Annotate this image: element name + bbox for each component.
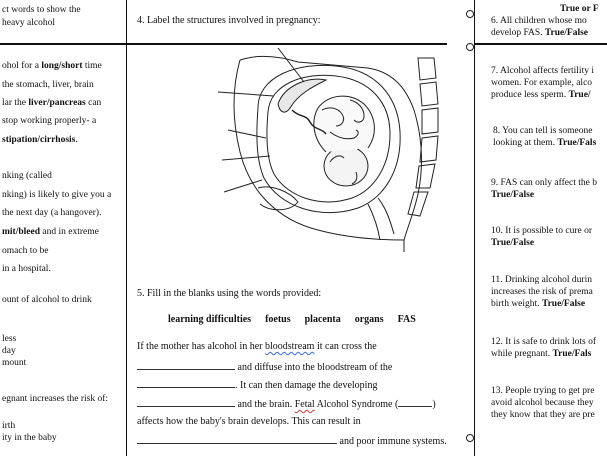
- left-p3-line-1: ount of alcohol to drink: [2, 295, 92, 305]
- left-p1-line-5: stipation/cirrhosis.: [2, 135, 78, 145]
- q9-line-2: True/False: [491, 190, 535, 200]
- left-p2-line-2: nking) is likely to give you a: [2, 190, 112, 200]
- blank-3[interactable]: [137, 397, 235, 407]
- q8-line-2: looking at them. True/Fals: [493, 138, 597, 148]
- word-foetus: foetus: [265, 314, 291, 325]
- word-fas: FAS: [397, 314, 416, 325]
- top-rule-left: [0, 43, 126, 45]
- true-false-header: True or F: [560, 4, 599, 14]
- left-p1-line-2: the stomach, liver, brain: [2, 80, 94, 90]
- left-p5-line-1: egnant increases the risk of:: [2, 394, 109, 404]
- left-p4-line-3: mount: [2, 358, 27, 368]
- q10-line-2: True/False: [491, 238, 535, 248]
- para-line-6: and poor immune systems.: [137, 434, 447, 448]
- q8-line-1: 8. You can tell is someone: [493, 126, 593, 136]
- left-p2-line-1: nking (called: [2, 171, 52, 181]
- right-divider: [474, 0, 475, 456]
- left-top-line-2: heavy alcohol: [2, 18, 56, 28]
- q12-line-1: 12. It is safe to drink lots of: [491, 337, 597, 347]
- blank-2[interactable]: [137, 378, 235, 388]
- q7-line-3: produce less sperm. True/: [491, 90, 591, 100]
- binder-ring-top: [466, 10, 474, 18]
- word-bank: [168, 314, 430, 326]
- q13-line-3: they know that they are pre: [491, 410, 595, 420]
- binder-ring-mid: [466, 43, 474, 51]
- q12-line-2: while pregnant. True/Fals: [491, 349, 592, 359]
- left-p2-line-5: omach to be: [2, 246, 49, 256]
- q13-line-2: avoid alcohol because they: [491, 398, 594, 408]
- left-p6-line-2: ity in the baby: [2, 433, 57, 443]
- para-line-5: affects how the baby's brain develops. This can result in: [137, 416, 361, 427]
- question-4-heading: 4. Label the structures involved in pregnancy:: [137, 15, 321, 26]
- top-rule-right: [474, 43, 607, 45]
- left-p6-line-1: irth: [2, 421, 16, 431]
- q6-line-1: 6. All children whose mo: [491, 16, 587, 26]
- left-p1-line-1: ohol for a long/short time: [2, 61, 102, 71]
- pregnancy-diagram: [218, 48, 450, 254]
- question-5-heading: 5. Fill in the blanks using the words provided:: [137, 288, 322, 299]
- left-p2-line-4: mit/bleed and in extreme: [2, 227, 99, 237]
- q6-line-2: develop FAS. True/False: [491, 28, 589, 38]
- left-p2-line-3: the next day (a hangover).: [2, 208, 102, 218]
- q11-line-2: increases the risk of prema: [491, 287, 593, 297]
- blank-5[interactable]: [137, 434, 337, 444]
- q7-line-1: 7. Alcohol affects fertility i: [491, 66, 594, 76]
- left-top-line-1: ct words to show the: [2, 5, 81, 15]
- word-learning-difficulties: learning difficulties: [168, 314, 252, 325]
- q13-line-1: 13. People trying to get pre: [491, 386, 595, 396]
- left-p4-line-1: less: [2, 334, 17, 344]
- para-line-2: and diffuse into the bloodstream of the: [137, 360, 392, 374]
- q11-line-3: birth weight. True/False: [491, 299, 586, 309]
- binder-ring-bottom: [466, 434, 474, 442]
- word-organs: organs: [354, 314, 384, 325]
- para-line-1: If the mother has alcohol in her bloodstream it can cross the: [137, 341, 377, 352]
- left-p1-line-4: stop working properly- a: [2, 116, 97, 126]
- left-p2-line-6: in a hospital.: [2, 264, 51, 274]
- q11-line-1: 11. Drinking alcohol durin: [491, 275, 592, 285]
- blank-4[interactable]: [398, 397, 432, 407]
- top-rule-middle: [127, 43, 447, 45]
- word-placenta: placenta: [304, 314, 341, 325]
- para-line-3: . It can then damage the developing: [137, 378, 377, 392]
- q7-line-2: women. For example, alco: [491, 78, 593, 88]
- left-divider: [126, 0, 127, 456]
- q10-line-1: 10. It is possible to cure or: [491, 226, 593, 236]
- left-p4-line-2: day: [2, 346, 16, 356]
- left-p1-line-3: lar the liver/pancreas can: [2, 98, 102, 108]
- q9-line-1: 9. FAS can only affect the b: [491, 178, 597, 188]
- para-line-4: and the brain. Fetal Alcohol Syndrome ( ): [137, 397, 436, 411]
- blank-1[interactable]: [137, 360, 235, 370]
